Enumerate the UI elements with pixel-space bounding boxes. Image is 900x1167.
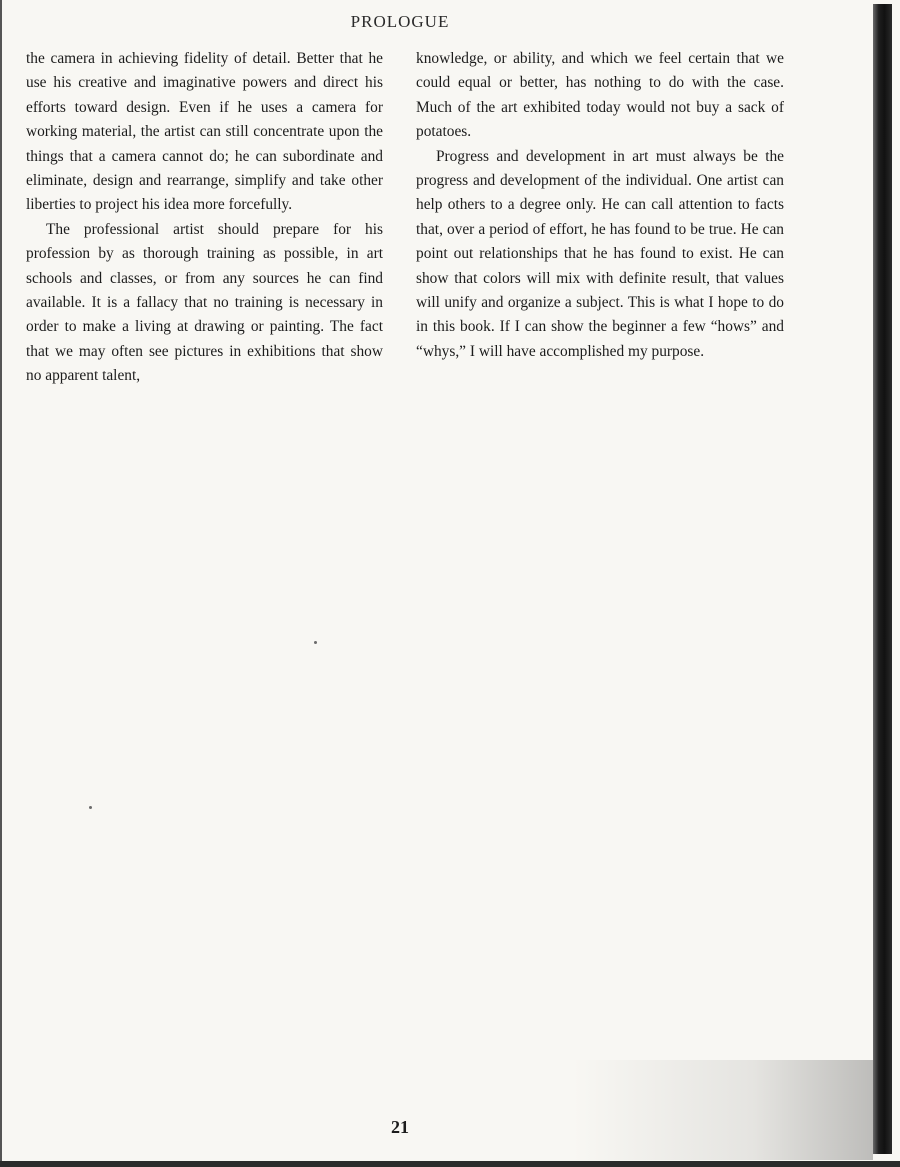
page-number: 21 bbox=[391, 1117, 409, 1137]
right-column bbox=[416, 47, 784, 364]
left-paragraph-2: The professional artist should prepare for his profession by as thorough training as possible, in art schools and classes, or from any sources he can find available. It is a fallacy that no training is necessary in order to make a living at drawing or painting. The fact that we may often see pictures in exhibitions that show no apparent talent, bbox=[26, 220, 383, 385]
scan-speck bbox=[89, 806, 92, 809]
left-paragraph-1: the camera in achieving fidelity of detail. Better that he use his creative and imaginative powers and direct his efforts toward design. Even if he uses a camera for working material, the artist can still concentrate upon the things that a camera cannot do; he can subordinate and eliminate, design and rearrange, simplify and take other liberties to project his idea more forcefully. bbox=[26, 50, 383, 214]
scan-speck bbox=[314, 641, 317, 644]
right-paragraph-1: knowledge, or ability, and which we feel certain that we could equal or better, has nothing to do with the case. Much of the art exhibited today would not buy a sack of potatoes. bbox=[416, 50, 784, 141]
running-head: PROLOGUE bbox=[350, 12, 450, 31]
binding-shadow bbox=[573, 1060, 873, 1160]
page-bottom-edge bbox=[0, 1161, 900, 1167]
page-left-edge bbox=[0, 0, 2, 1167]
left-column bbox=[26, 47, 383, 389]
binding-edge bbox=[873, 4, 892, 1154]
right-paragraph-2: Progress and development in art must always be the progress and development of the individual. One artist can help others to a degree only. He can call attention to facts that, over a period of effort, he has found to be true. He can point out relationships that he has found to exist. He can show that colors will mix with definite result, that values will unify and organize a subject. This is what I hope to do in this book. If I can show the beginner a few “hows” and “whys,” I will have accomplished my purpose. bbox=[416, 147, 784, 360]
